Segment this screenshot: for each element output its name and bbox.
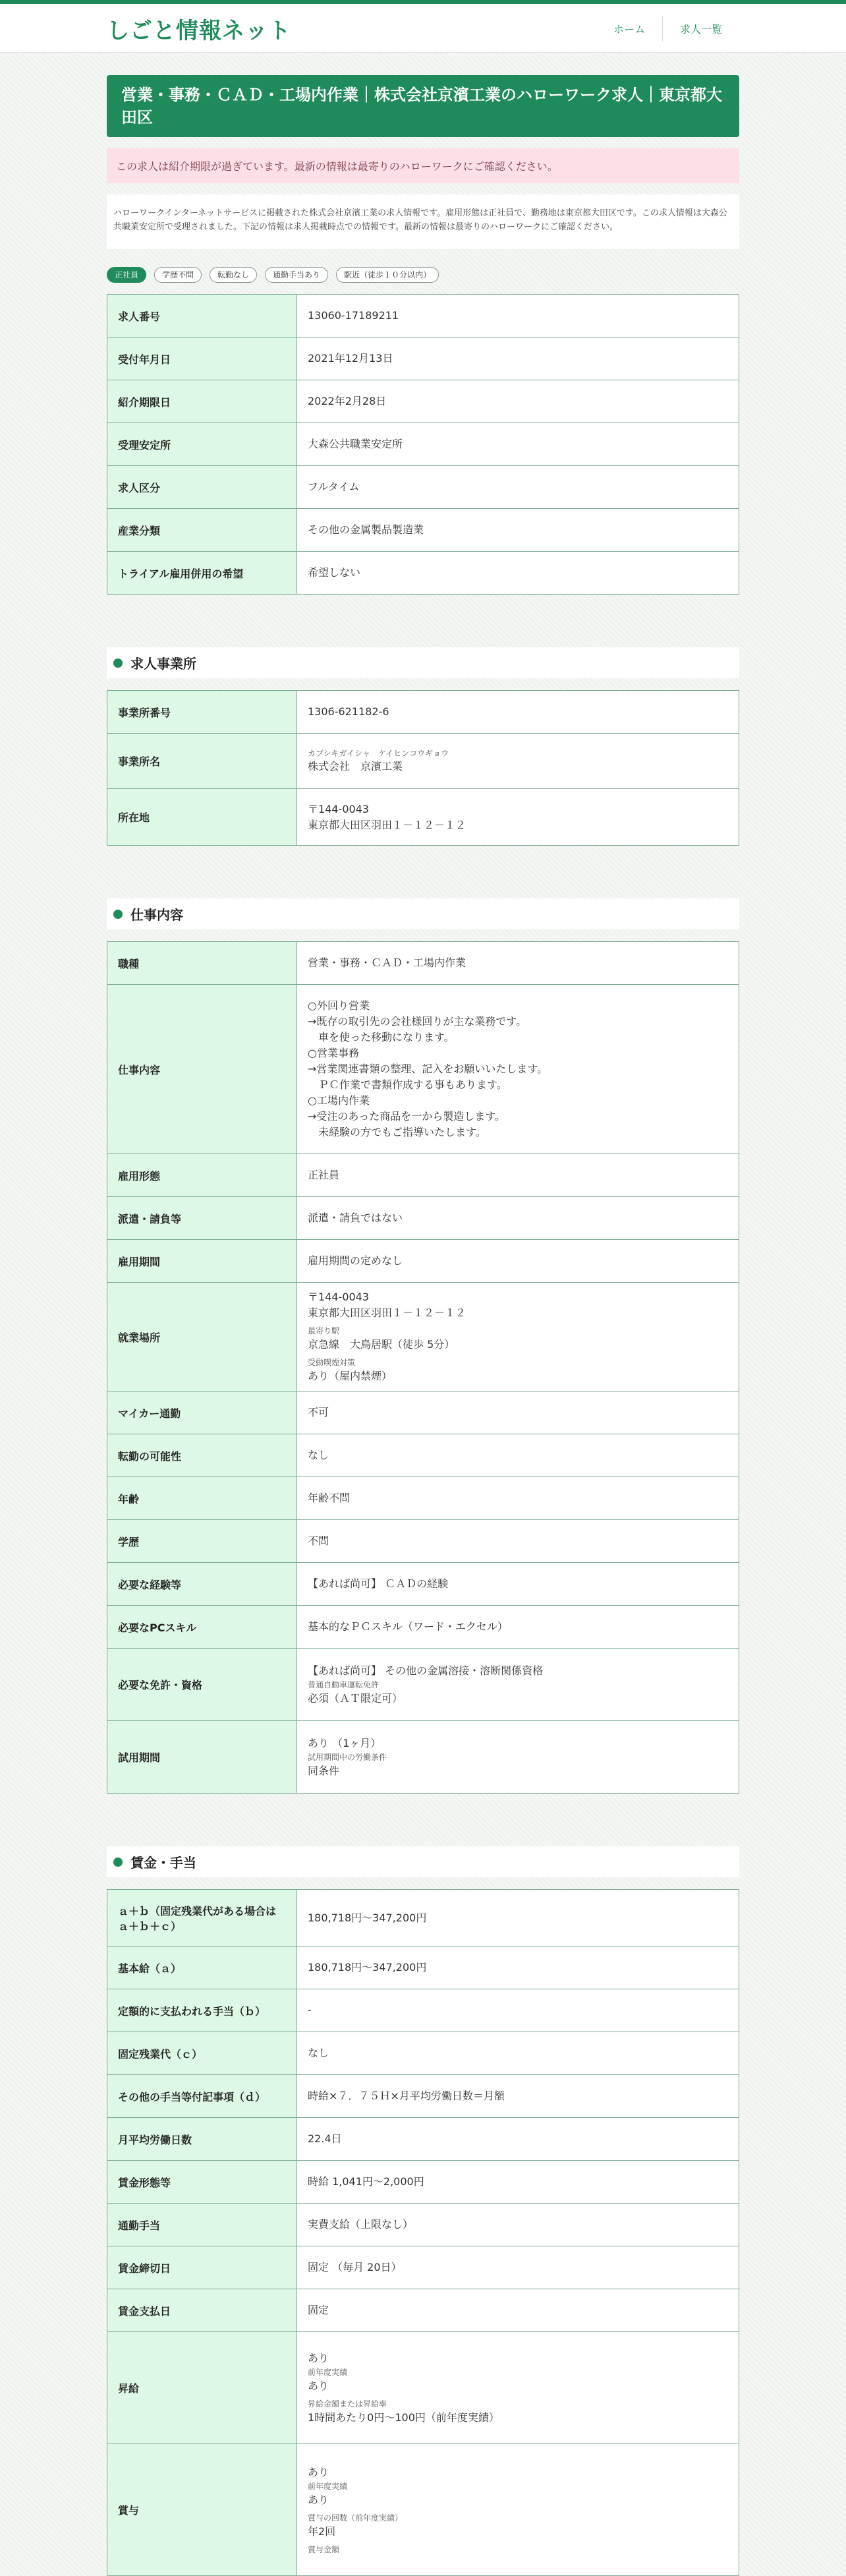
row-label: 賃金締切日	[107, 2246, 297, 2289]
row-value: 180,718円〜347,200円	[297, 1890, 739, 1947]
table-row	[107, 2161, 739, 2204]
table-row	[107, 942, 739, 985]
station-label: 最寄り駅	[308, 1326, 340, 1335]
site-logo[interactable]: しごと情報ネット	[107, 17, 291, 44]
table-row	[107, 2204, 739, 2246]
section-header	[107, 1846, 739, 1877]
driver-license-label: 普通自動車運転免許	[308, 1680, 380, 1689]
tag-gakureki: 学歴不問	[154, 267, 202, 283]
license-value: 【あれば尚可】 その他の金属溶接・溶断関係資格	[308, 1664, 544, 1677]
smoking-label: 受動喫煙対策	[308, 1358, 356, 1367]
bonus-amount-label: 賞与金額	[308, 2544, 340, 2554]
row-value	[297, 1283, 739, 1391]
row-value	[297, 2444, 739, 2576]
row-label: 求人区分	[107, 466, 297, 509]
row-label: 賃金形態等	[107, 2161, 297, 2204]
row-label: 事業所名	[107, 734, 297, 789]
section-title: 求人事業所	[130, 656, 196, 672]
tag-tsukin: 通勤手当あり	[265, 267, 328, 283]
row-label: 定額的に支払われる手当（ｂ）	[107, 1989, 297, 2032]
row-label: 年齢	[107, 1477, 297, 1520]
company-kana: カブシキガイシャ ケイヒンコウギョウ	[308, 748, 449, 758]
table-row	[107, 509, 739, 552]
trial-value: あり （1ヶ月）	[308, 1736, 381, 1749]
section-header	[107, 647, 739, 678]
nav-job-list-link[interactable]: 求人一覧	[662, 16, 739, 42]
row-value: なし	[297, 2032, 739, 2075]
job-desc-line: ○外回り営業	[308, 999, 370, 1012]
row-label: 固定残業代（ｃ）	[107, 2032, 297, 2075]
table-row	[107, 380, 739, 423]
row-label: 通勤手当	[107, 2204, 297, 2246]
row-value: 希望しない	[308, 566, 361, 579]
table-row	[107, 423, 739, 466]
row-value	[297, 2332, 739, 2444]
table-row	[107, 1649, 739, 1721]
row-value	[297, 1721, 739, 1794]
tag-ekichika: 駅近（徒歩１０分以内）	[336, 267, 439, 283]
row-label: 事業所番号	[107, 691, 297, 734]
table-row	[107, 2332, 739, 2444]
site-header	[0, 4, 846, 53]
raise-amount-label: 昇給金額または昇給率	[308, 2399, 387, 2409]
basic-info-table	[107, 294, 739, 595]
row-value: 大森公共職業安定所	[297, 423, 739, 466]
job-section	[107, 898, 739, 1794]
row-label: 必要なPCスキル	[107, 1606, 297, 1649]
table-row	[107, 1197, 739, 1240]
driver-license-value: 必須（ＡＴ限定可）	[308, 1691, 403, 1705]
section-dot-icon	[113, 1858, 123, 1867]
row-value: 雇用期間の定めなし	[297, 1240, 739, 1283]
row-label: 転勤の可能性	[107, 1434, 297, 1477]
job-info-table	[107, 941, 739, 1794]
office-info-table	[107, 690, 739, 846]
expired-alert: この求人は紹介期限が過ぎています。最新の情報は最寄りのハローワークにご確認ください。	[107, 148, 739, 183]
table-row	[107, 466, 739, 509]
table-row	[107, 1283, 739, 1391]
job-desc-line: ＰＣ作業で書類作成する事もあります。	[308, 1078, 507, 1091]
row-value: フルタイム	[297, 466, 739, 509]
page-title: 営業・事務・ＣＡＤ・工場内作業｜株式会社京濱工業のハローワーク求人｜東京都大田区	[107, 75, 739, 137]
row-value: 固定 （毎月 20日）	[297, 2246, 739, 2289]
section-dot-icon	[113, 659, 123, 668]
trial-cond-label: 試用期間中の労働条件	[308, 1752, 387, 1762]
table-row	[107, 552, 739, 595]
row-value: 不可	[297, 1391, 739, 1434]
table-row	[107, 1434, 739, 1477]
row-value: その他の金属製品製造業	[297, 509, 739, 552]
row-value: 不問	[297, 1520, 739, 1563]
smoking-value: あり（屋内禁煙）	[308, 1370, 393, 1382]
row-value: 22.4日	[297, 2118, 739, 2161]
raise-value: あり	[308, 2351, 329, 2364]
row-value	[297, 1649, 739, 1721]
table-row	[107, 337, 739, 380]
table-row	[107, 1391, 739, 1434]
row-label: 学歴	[107, 1520, 297, 1563]
row-label: 受付年月日	[107, 337, 297, 380]
wage-section	[107, 1846, 739, 2576]
row-value: 2022年2月28日	[297, 380, 739, 423]
table-row	[107, 985, 739, 1154]
intro-text: ハローワークインターネットサービスに掲載された株式会社京濱工業の求人情報です。雇用形態は正社員で、勤務地は東京都大田区です。この求人情報は大森公共職業安定所で受理されました。下記の情報は求人掲載時点での情報です。最新の情報は最寄りのハローワークにご確認ください。	[107, 194, 739, 249]
section-header	[107, 898, 739, 929]
row-label: 必要な経験等	[107, 1563, 297, 1606]
row-label: 基本給（ａ）	[107, 1947, 297, 1989]
row-label: 職種	[107, 942, 297, 985]
table-row	[107, 2289, 739, 2332]
row-label: 月平均労働日数	[107, 2118, 297, 2161]
row-value: 【あれば尚可】 ＣＡＤの経験	[297, 1563, 739, 1606]
row-value	[297, 985, 739, 1154]
raise-prev-value: あり	[308, 2379, 329, 2392]
table-row	[107, 1520, 739, 1563]
office-zip: 〒144-0043	[308, 802, 370, 815]
table-row	[107, 2032, 739, 2075]
row-label: マイカー通勤	[107, 1391, 297, 1434]
job-desc-line: 未経験の方でもご指導いたします。	[308, 1126, 486, 1138]
company-name: 株式会社 京濱工業	[308, 759, 403, 773]
row-value: 時給×７．７５Ｈ×月平均労働日数＝月額	[297, 2075, 739, 2118]
table-row	[107, 1890, 739, 1947]
table-row	[107, 2444, 739, 2576]
row-label: 昇給	[107, 2332, 297, 2444]
row-label: ａ＋ｂ（固定残業代がある場合はａ＋ｂ＋ｃ）	[107, 1890, 297, 1947]
row-label: 必要な免許・資格	[107, 1649, 297, 1721]
work-zip: 〒144-0043	[308, 1291, 370, 1303]
job-desc-line: 車を使った移動になります。	[308, 1031, 455, 1043]
row-label: 仕事内容	[107, 985, 297, 1154]
row-label: 雇用形態	[107, 1154, 297, 1197]
global-nav	[596, 16, 739, 42]
table-row	[107, 2246, 739, 2289]
table-row	[107, 789, 739, 846]
row-label: その他の手当等付記事項（ｄ）	[107, 2075, 297, 2118]
row-label: 派遣・請負等	[107, 1197, 297, 1240]
job-desc-line: →既存の取引先の会社様回りが主な業務です。	[308, 1015, 527, 1028]
row-value: 2021年12月13日	[297, 337, 739, 380]
job-desc-line: →営業関連書類の整理、記入をお願いいたします。	[308, 1063, 548, 1075]
table-row	[107, 1477, 739, 1520]
row-value: 1306-621182-6	[297, 691, 739, 734]
table-row	[107, 1240, 739, 1283]
section-title: 賃金・手当	[130, 1855, 196, 1871]
row-label: 紹介期限日	[107, 380, 297, 423]
table-row	[107, 295, 739, 337]
row-value: 基本的なＰＣスキル（ワード・エクセル）	[297, 1606, 739, 1649]
main-content	[107, 53, 739, 2576]
bonus-prev-label: 前年度実績	[308, 2481, 348, 2491]
tag-list	[107, 267, 739, 283]
row-value: 営業・事務・ＣＡＤ・工場内作業	[297, 942, 739, 985]
row-value: 固定	[297, 2289, 739, 2332]
row-label: 所在地	[107, 789, 297, 846]
row-label: 就業場所	[107, 1283, 297, 1391]
bonus-prev-value: あり	[308, 2493, 329, 2506]
job-desc-line: →受注のあった商品を一から製造します。	[308, 1110, 505, 1123]
table-row	[107, 1606, 739, 1649]
wage-info-table	[107, 1889, 739, 2576]
row-value: 13060-17189211	[297, 295, 739, 337]
table-row	[107, 1989, 739, 2032]
table-row	[107, 734, 739, 789]
row-value: 年齢不問	[297, 1477, 739, 1520]
office-address: 東京都大田区羽田１－１２－１２	[308, 818, 466, 831]
table-row	[107, 1947, 739, 1989]
row-label: 受理安定所	[107, 423, 297, 466]
nav-home-link[interactable]: ホーム	[613, 22, 645, 36]
raise-prev-label: 前年度実績	[308, 2367, 348, 2377]
table-row	[107, 1721, 739, 1794]
row-label: 試用期間	[107, 1721, 297, 1794]
row-label: 雇用期間	[107, 1240, 297, 1283]
station-value: 京急線 大鳥居駅（徒歩 5分）	[308, 1338, 455, 1351]
row-label: 産業分類	[107, 509, 297, 552]
work-address: 東京都大田区羽田１－１２－１２	[308, 1306, 466, 1319]
tag-seishain: 正社員	[107, 267, 146, 283]
table-row	[107, 1563, 739, 1606]
row-value: -	[297, 1989, 739, 2032]
row-label: トライアル雇用併用の希望	[107, 552, 297, 595]
row-label: 求人番号	[107, 295, 297, 337]
row-value: なし	[297, 1434, 739, 1477]
row-value: 実費支給（上限なし）	[297, 2204, 739, 2246]
bonus-value: あり	[308, 2465, 329, 2478]
tag-tenkin: 転勤なし	[210, 267, 257, 283]
table-row	[107, 2118, 739, 2161]
bonus-count-value: 年2回	[308, 2525, 336, 2538]
row-value	[297, 789, 739, 846]
bonus-count-label: 賞与の回数（前年度実績）	[308, 2513, 403, 2523]
table-row	[107, 691, 739, 734]
row-value: 正社員	[297, 1154, 739, 1197]
row-value	[297, 734, 739, 789]
table-row	[107, 1154, 739, 1197]
row-value: 180,718円〜347,200円	[297, 1947, 739, 1989]
section-dot-icon	[113, 910, 123, 919]
trial-cond-value: 同条件	[308, 1764, 340, 1777]
row-label: 賞与	[107, 2444, 297, 2576]
office-section	[107, 647, 739, 846]
row-label: 賃金支払日	[107, 2289, 297, 2332]
job-desc-line: ○営業事務	[308, 1047, 359, 1059]
table-row	[107, 2075, 739, 2118]
raise-amount-value: 1時間あたり0円〜100円（前年度実績）	[308, 2411, 499, 2424]
row-value: 時給 1,041円〜2,000円	[297, 2161, 739, 2204]
job-desc-line: ○工場内作業	[308, 1094, 370, 1107]
section-title: 仕事内容	[130, 907, 183, 923]
row-value: 派遣・請負ではない	[297, 1197, 739, 1240]
